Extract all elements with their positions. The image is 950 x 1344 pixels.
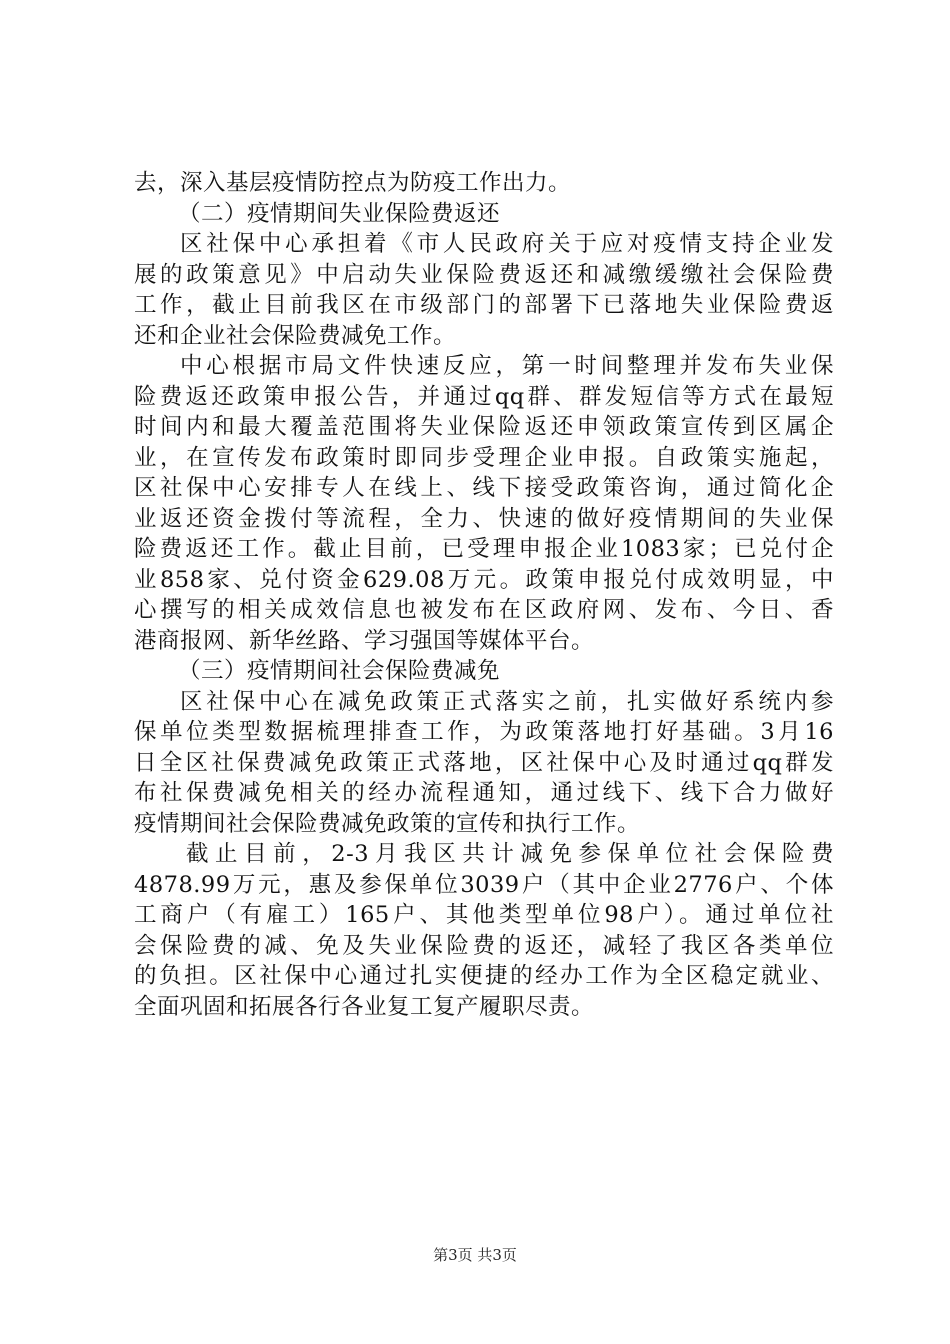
text-line: 险费返还工作。截止目前，已受理申报企业1083家；已兑付企 — [134, 536, 834, 562]
text-line: （二）疫情期间失业保险费返还 — [178, 200, 501, 227]
text-line: 港商报网、新华丝路、学习强国等媒体平台。 — [134, 627, 595, 654]
text-line: 区社保中心安排专人在线上、线下接受政策咨询，通过简化企 — [134, 475, 834, 501]
text-line: 心撰写的相关成效信息也被发布在区政府网、发布、今日、香 — [134, 597, 834, 623]
text-line: 业858家、兑付资金629.08万元。政策申报兑付成效明显，中 — [134, 566, 834, 593]
text-line: 保单位类型数据梳理排查工作，为政策落地打好基础。3月16 — [134, 719, 834, 745]
text-line: 业，在宣传发布政策时即同步受理企业申报。自政策实施起， — [134, 444, 834, 471]
text-line: 全面巩固和拓展各行各业复工复产履职尽责。 — [134, 993, 595, 1020]
text-line: （三）疫情期间社会保险费减免 — [178, 658, 501, 684]
text-line: 疫情期间社会保险费减免政策的宣传和执行工作。 — [134, 810, 641, 837]
text-line: 工作，截止目前我区在市级部门的部署下已落地失业保险费返 — [134, 292, 834, 318]
text-line: 4878.99万元，惠及参保单位3039户（其中企业2776户、个体 — [134, 871, 834, 898]
text-line: 截止目前，2-3月我区共计减免参保单位社会保险费 — [186, 841, 834, 867]
text-line: 工商户（有雇工）165户、其他类型单位98户）。通过单位社 — [134, 902, 834, 928]
text-line: 的负担。区社保中心通过扎实便捷的经办工作为全区稳定就业、 — [134, 963, 834, 989]
text-line: 会保险费的减、免及失业保险费的返还，减轻了我区各类单位 — [134, 932, 834, 959]
document-body — [134, 168, 834, 1022]
text-line: 去，深入基层疫情防控点为防疫工作出力。 — [134, 170, 572, 196]
text-line: 中心根据市局文件快速反应，第一时间整理并发布失业保 — [180, 353, 834, 379]
text-line: 还和企业社会保险费减免工作。 — [134, 322, 457, 349]
text-line: 业返还资金拨付等流程，全力、快速的做好疫情期间的失业保 — [134, 505, 834, 532]
page-footer: 第3页 共3页 — [433, 1246, 517, 1264]
text-line: 布社保费减免相关的经办流程通知，通过线下、线下合力做好 — [134, 780, 834, 806]
text-line: 区社保中心承担着《市人民政府关于应对疫情支持企业发 — [180, 231, 834, 257]
text-line: 时间内和最大覆盖范围将失业保险返还申领政策宣传到区属企 — [134, 414, 834, 440]
text-line: 日全区社保费减免政策正式落地，区社保中心及时通过qq群发 — [134, 749, 834, 776]
text-line: 区社保中心在减免政策正式落实之前，扎实做好系统内参 — [180, 688, 834, 715]
text-line: 险费返还政策申报公告，并通过qq群、群发短信等方式在最短 — [134, 383, 834, 410]
text-line: 展的政策意见》中启动失业保险费返还和减缴缓缴社会保险费 — [134, 261, 834, 288]
